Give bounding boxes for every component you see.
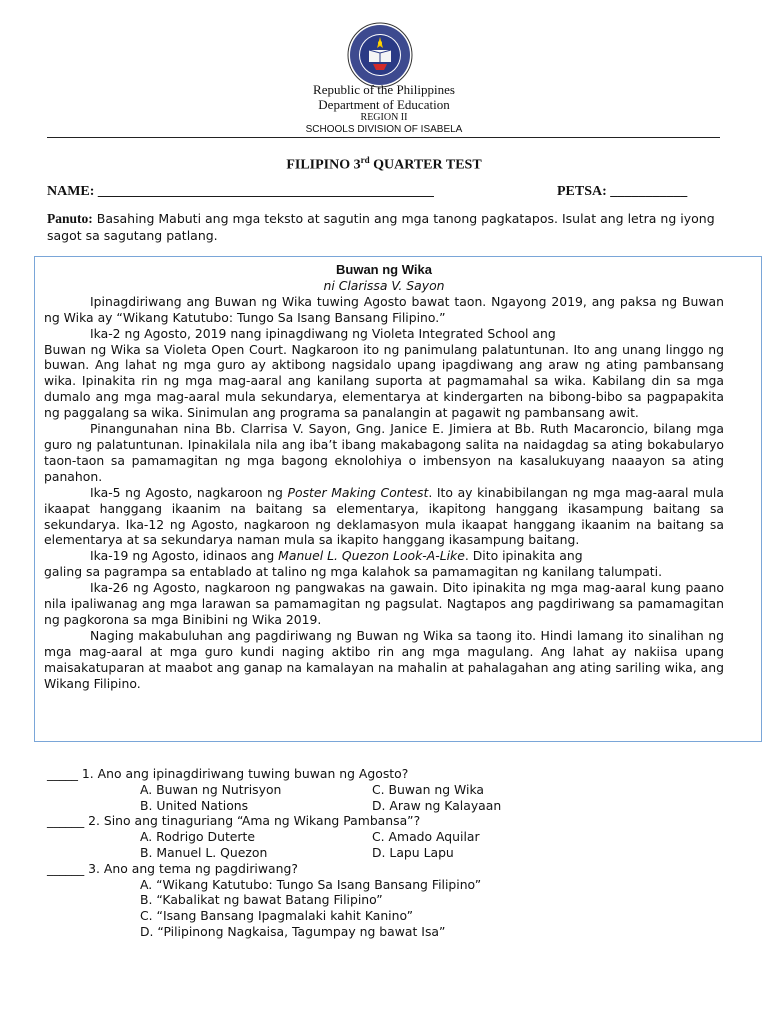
option[interactable]: B. United Nations: [140, 797, 249, 813]
option[interactable]: C. Amado Aquilar: [372, 829, 480, 845]
option[interactable]: B. “Kabalikat ng bawat Batang Filipino”: [140, 892, 383, 908]
title-main: FILIPINO 3: [286, 157, 361, 173]
story-paragraph-3: Pinangunahan nina Bb. Clarrisa V. Sayon, Gng. Janice E. Jimiera at Bb. Ruth Macaroncio, bilang mga guro ng palatuntunan. Ipinakilala nila ang iba’t ibang makabagong salita na naidagdag sa ating bokabularyo taon-taon sa pamamagitan ng mga bagong eknolohiya o imbensyon na kasalukuyang naaayon sa ating panahon.: [44, 421, 724, 484]
title-rest: QUARTER TEST: [369, 157, 482, 173]
instructions: [47, 210, 727, 244]
option[interactable]: A. “Wikang Katutubo: Tungo Sa Isang Bansang Filipino”: [140, 876, 482, 892]
p4-pre: Ika-5 ng Agosto, nagkaroon ng: [90, 484, 288, 500]
deped-seal-logo: [347, 22, 413, 88]
option[interactable]: C. “Isang Bansang Ipagmalaki kahit Kanino”: [140, 908, 414, 924]
questions-section: [47, 766, 737, 940]
question-3-options: [140, 877, 737, 940]
story-text: [44, 262, 724, 691]
question-2-options: [140, 829, 737, 861]
option[interactable]: A. Rodrigo Duterte: [140, 829, 256, 845]
option[interactable]: B. Manuel L. Quezon: [140, 844, 268, 860]
option[interactable]: C. Buwan ng Wika: [372, 781, 485, 797]
option[interactable]: D. Araw ng Kalayaan: [372, 797, 502, 813]
header-region: REGION II: [360, 112, 408, 123]
name-field[interactable]: NAME: ________________________________________________: [47, 184, 434, 199]
story-paragraph-7: Naging makabuluhan ang pagdiriwang ng Buwan ng Wika sa taong ito. Hindi lamang ito sinalihan ng mga mag-aaral at mga guro kundi naging aktibo rin ang mga magulang. Ang lahat ay nakiisa upang maisakatuparan at maabot ang ganap na kamalayan na mahalin at pahalagahan ang ating sariling wika, ang Wikang Filipino.: [44, 627, 724, 691]
option[interactable]: D. “Pilipinong Nagkaisa, Tagumpay ng bawat Isa”: [140, 923, 446, 939]
p4-emphasis: Poster Making Contest: [287, 484, 429, 500]
story-title: Buwan ng Wika: [336, 262, 432, 277]
option[interactable]: D. Lapu Lapu: [372, 844, 454, 860]
petsa-field[interactable]: PETSA: ___________: [557, 184, 688, 199]
story-paragraph-2a: Ika-2 ng Agosto, 2019 nang ipinagdiwang ng Violeta Integrated School ang: [90, 325, 556, 341]
header-division: SCHOOLS DIVISION OF ISABELA: [305, 124, 463, 135]
question-3[interactable]: ______ 3. Ano ang tema ng pagdiriwang?: [47, 860, 298, 876]
p5-emphasis: Manuel L. Quezon Look-A-Like: [278, 548, 465, 564]
story-paragraph-5b: galing sa pagrampa sa entablado at talino ng mga kalahok sa pamamagitan ng kanilang talumpati.: [44, 564, 663, 580]
story-paragraph-4: [44, 485, 724, 549]
instructions-text: Basahing Mabuti ang mga teksto at sagutin ang mga tanong pagkatapos. Isulat ang letra ng iyong sagot sa sagutang patlang.: [47, 211, 715, 243]
story-paragraph-5: [44, 548, 724, 564]
header-department: Department of Education: [318, 97, 450, 112]
story-author: ni Clarissa V. Sayon: [323, 277, 445, 293]
header-divider: [47, 137, 720, 138]
p5-post: . Dito ipinakita ang: [464, 548, 583, 564]
story-paragraph-2b: Buwan ng Wika sa Violeta Open Court. Nagkaroon ito ng panimulang palatuntunan. Ito ang unang linggo ng buwan. Ang lahat ng mga guro ay aktibong nagsidalo upang ipagdiwang ang araw ng ating pambansang wika. Ipinakita rin ng mga mag-aaral ang kanilang suporta at pagmamahal sa wika. Kabilang din sa mga dumalo ang mga mag-aaral mula sekundarya, elementarya at kindergarten na bibong-bibo sa pagpapakita ng paggalang sa wika. Sinimulan ang programa sa panalangin at pagawit ng pambansang awit.: [44, 341, 724, 421]
p4-post: . Ito ay kinabibilangan ng mga mag-aaral mula ikaapat hanggang ikaanim na baitang sa elementarya, ikapitong hanggang ikasampung baitang sa sekundarya. Ika-12 ng Agosto, nagkaroon ng deklamasyon mula ikaapat hanggang ikaanim na baitang sa elementarya at sa sekundarya naman mula sa ikapito hanggang ikasampung baitang.: [44, 484, 724, 548]
p5-pre: Ika-19 ng Agosto, idinaos ang: [90, 548, 279, 564]
test-title: [0, 155, 768, 174]
option[interactable]: A. Buwan ng Nutrisyon: [140, 781, 282, 797]
header-republic: Republic of the Philippines: [313, 82, 455, 97]
title-ordinal: rd: [360, 155, 370, 165]
instructions-label: Panuto:: [47, 211, 93, 226]
story-paragraph-1: Ipinagdiriwang ang Buwan ng Wika tuwing Agosto bawat taon. Ngayong 2019, ang paksa ng Buwan ng Wika ay “Wikang Katutubo: Tungo Sa Isang Bansang Filipino.”: [44, 293, 724, 325]
story-paragraph-6: Ika-26 ng Agosto, nagkaroon ng pangwakas na gawain. Dito ipinakita ng mga mag-aaral kung paano nila ipaliwanag ang mga larawan sa pamamagitan ng pagsulat. Nagtapos ang pagdiriwang sa pamamagitan ng pagkorona sa mga Binibini ng Wika 2019.: [44, 580, 724, 627]
question-1-options: [140, 782, 737, 814]
question-2[interactable]: ______ 2. Sino ang tinaguriang “Ama ng Wikang Pambansa”?: [47, 813, 421, 829]
question-1[interactable]: _____ 1. Ano ang ipinagdiriwang tuwing buwan ng Agosto?: [47, 766, 409, 781]
